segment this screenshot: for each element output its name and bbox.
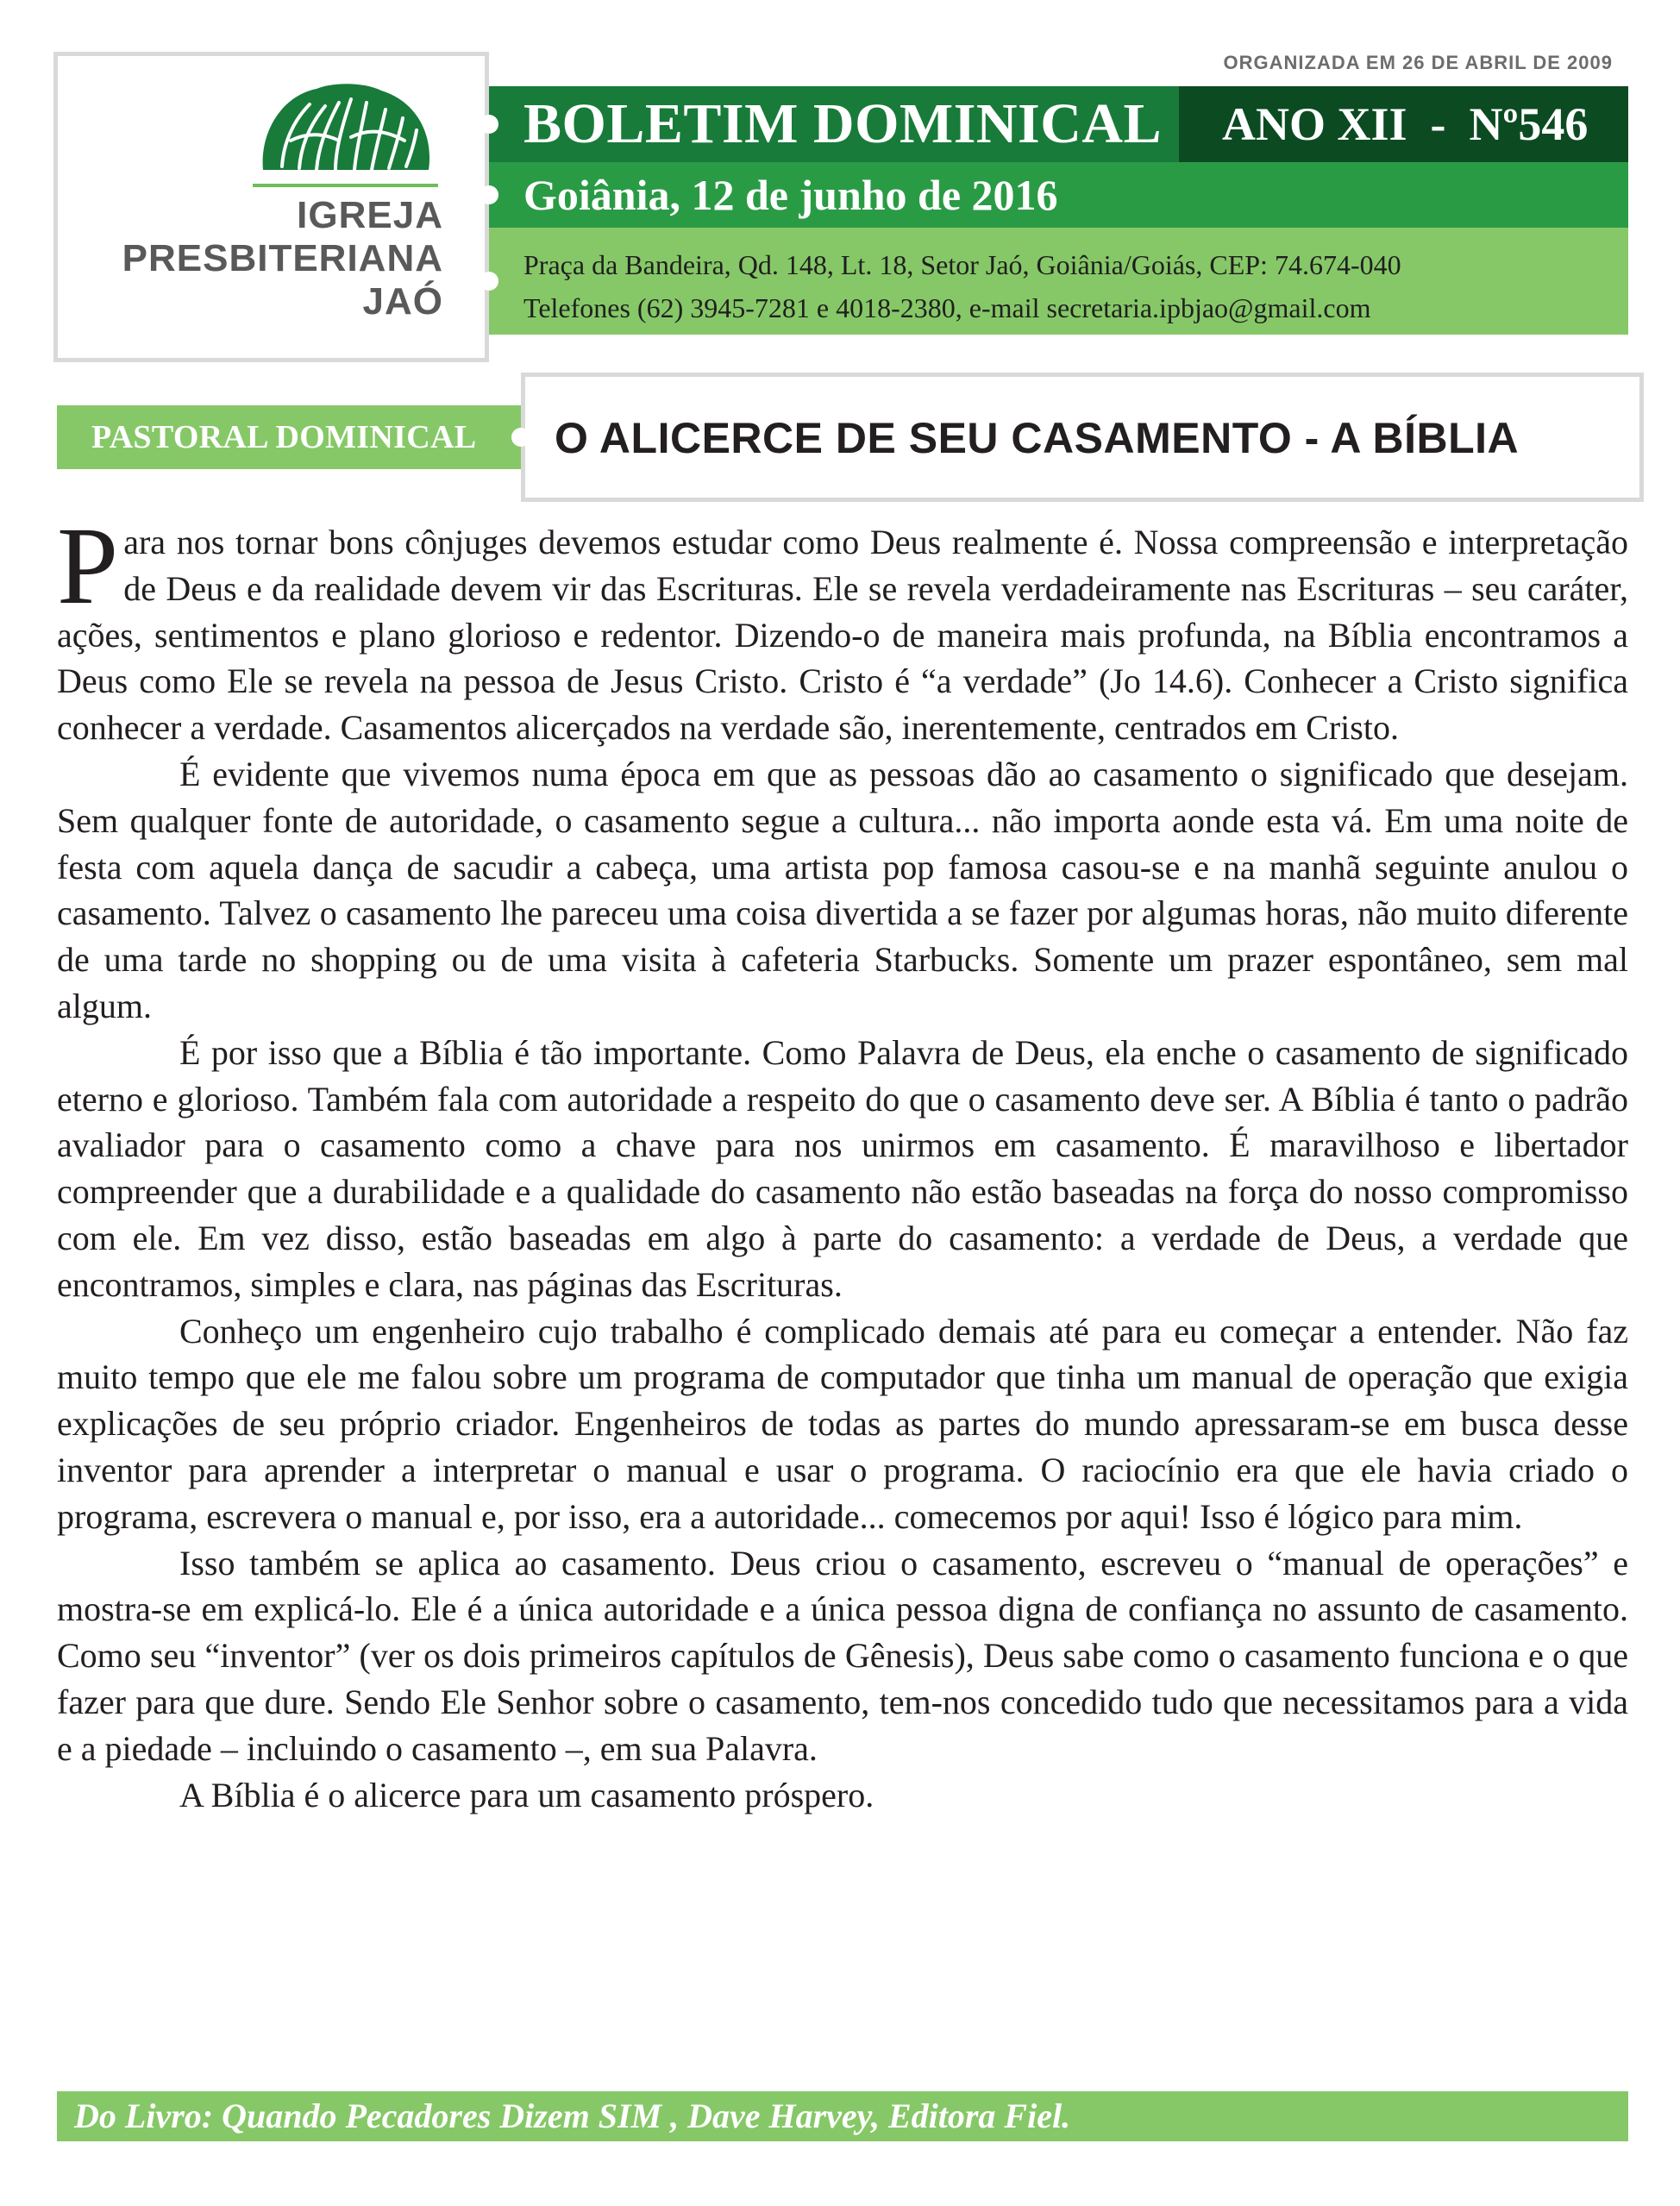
article-headline: O ALICERCE DE SEU CASAMENTO - A BÍBLIA xyxy=(555,414,1520,462)
church-phones: Telefones (62) 3945-7281 e 4018-2380, e-mail secretaria.ipbjao@gmail.com xyxy=(523,292,1371,323)
article-source: Do Livro: Quando Pecadores Dizem SIM , Dave Harvey, Editora Fiel. xyxy=(57,2091,1628,2141)
article-paragraph xyxy=(57,504,1628,751)
tree-icon xyxy=(256,80,437,177)
section-label: PASTORAL DOMINICAL xyxy=(57,405,540,469)
article-paragraph: É evidente que vivemos numa época em que as pessoas dão ao casamento o significado que desejam. Sem qualquer fonte de autoridade, o casamento segue a cultura... não importa aonde esta vá. Em uma noite de festa com aquela dança de sacudir a cabeça, uma artista pop famosa casou-se e na manhã seguinte anulou o casamento. Talvez o casamento lhe pareceu uma coisa divertida a se fazer por algumas horas, não muito diferente de uma tarde no shopping ou de uma visita à cafeteria Starbucks. Somente um prazer espontâneo, sem mal algum. xyxy=(57,754,1628,1025)
church-address: Praça da Bandeira, Qd. 148, Lt. 18, Setor Jaó, Goiânia/Goiás, CEP: 74.674-040 xyxy=(523,249,1401,280)
bullet-dot-icon xyxy=(480,185,498,204)
article-paragraph: Conheço um engenheiro cujo trabalho é complicado demais até para eu começar a entender. Não faz muito tempo que ele me falou sobre um programa de computador que tinha um manual de operação que exigia explicações de seu próprio criador. Engenheiros de todas as partes do mundo apressaram-se em busca desse inventor para aprender a interpretar o manual e usar o programa. O raciocínio era que ele havia criado o programa, escrevera o manual e, por isso, era a autoridade... comecemos por aqui! Isso é lógico para mim. xyxy=(57,1311,1628,1536)
bullet-dot-icon xyxy=(511,428,530,447)
church-name-line2: PRESBITERIANA xyxy=(122,237,443,279)
bullet-dot-icon xyxy=(480,272,498,291)
article-paragraph: A Bíblia é o alicerce para um casamento próspero. xyxy=(179,1775,874,1814)
founding-date: ORGANIZADA EM 26 DE ABRIL DE 2009 xyxy=(1223,52,1613,73)
article-body xyxy=(57,504,1628,1818)
bullet-dot-icon xyxy=(480,115,498,134)
article-paragraph: Isso também se aplica ao casamento. Deus criou o casamento, escreveu o “manual de operações” e mostra-se em explicá-lo. Ele é a única autoridade e a única pessoa digna de confiança no assunto de casamento. Como seu “inventor” (ver os dois primeiros capítulos de Gênesis), Deus sabe como o casamento funciona e o que fazer para que dure. Sendo Ele Senhor sobre o casamento, tem-nos concedido tudo que necessitamos para a vida e a piedade – incluindo o casamento –, em sua Palavra. xyxy=(57,1543,1628,1768)
logo-divider xyxy=(253,184,438,187)
issue-number: ANO XII - Nº546 xyxy=(1179,86,1628,162)
church-logo xyxy=(53,52,489,362)
church-name-line1: IGREJA xyxy=(297,194,443,236)
church-name-line3: JAÓ xyxy=(362,280,443,323)
drop-cap: P xyxy=(57,504,119,627)
contact-info xyxy=(489,228,1628,335)
headline-box xyxy=(521,373,1644,502)
article-paragraph: É por isso que a Bíblia é tão importante. Como Palavra de Deus, ela enche o casamento de significado eterno e glorioso. Também fala com autoridade a respeito do que o casamento deve ser. A Bíblia é tanto o padrão avaliador para o casamento como a chave para nos unirmos em casamento. É maravilhoso e libertador compreender que a durabilidade e a qualidade do casamento não estão baseadas na força do nosso compromisso com ele. Em vez disso, estão baseadas em algo à parte do casamento: a verdade de Deus, a verdade que encontramos, simples e clara, nas páginas das Escrituras. xyxy=(57,1032,1628,1304)
church-name xyxy=(122,194,443,323)
paragraph-text: ara nos tornar bons cônjuges devemos estudar como Deus realmente é. Nossa compreensão e interpretação de Deus e da realidade devem vir das Escrituras. Ele se revela verdadeiramente nas Escrituras – seu caráter, ações, sentimentos e plano glorioso e redentor. Dizendo-o de maneira mais profunda, na Bíblia encontramos a Deus como Ele se revela na pessoa de Jesus Cristo. Cristo é “a verdade” (Jo 14.6). Conhecer a Cristo significa conhecer a verdade. Casamentos alicerçados na verdade são, inerentemente, centrados em Cristo. xyxy=(57,523,1628,748)
bulletin-date: Goiânia, 12 de junho de 2016 xyxy=(489,162,1628,228)
bulletin-title: BOLETIM DOMINICAL xyxy=(489,86,1179,162)
